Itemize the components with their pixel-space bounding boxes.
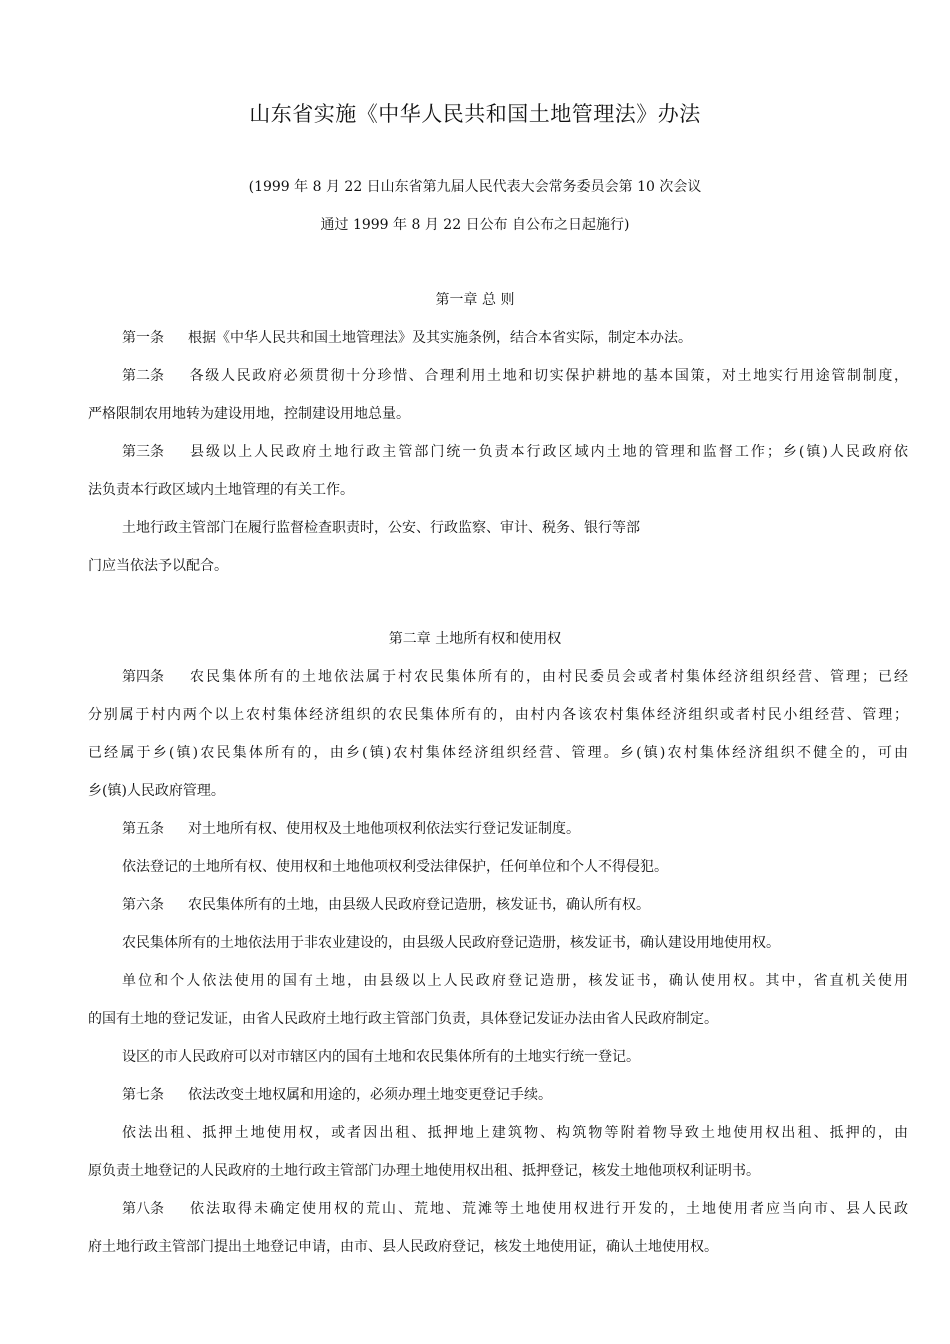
article-6-paragraph4: 设区的市人民政府可以对市辖区内的国有土地和农民集体所有的土地实行统一登记。: [122, 1049, 640, 1065]
article-3-paragraph2-line2: 门应当依法予以配合。: [88, 558, 228, 574]
article-8-line1: [122, 1198, 908, 1220]
article-2-text: 各级人民政府必须贯彻十分珍惜、合理利用土地和切实保护耕地的基本国策，对土地实行用途管制制度，: [188, 368, 908, 384]
article-8-line2: 府土地行政主管部门提出土地登记申请，由市、县人民政府登记，核发土地使用证，确认土地使用权。: [88, 1239, 718, 1255]
article-5-paragraph2: 依法登记的土地所有权、使用权和土地他项权利受法律保护，任何单位和个人不得侵犯。: [122, 859, 668, 875]
article-4-line4: 乡(镇)人民政府管理。: [88, 783, 225, 799]
article-7-paragraph2-line1: 依法出租、抵押土地使用权，或者因出租、抵押地上建筑物、构筑物等附着物导致土地使用权出租、抵押的，由: [122, 1125, 908, 1141]
article-4-line3: 已经属于乡(镇)农民集体所有的，由乡(镇)农村集体经济组织经营、管理。乡(镇)农村集体经济组织不健全的，可由: [88, 745, 908, 761]
article-3-label: 第三条: [122, 444, 164, 460]
article-4-line1: [122, 666, 908, 688]
article-5-text: 对土地所有权、使用权及土地他项权利依法实行登记发证制度。: [188, 821, 580, 837]
article-3-paragraph2-line1: 土地行政主管部门在履行监督检查职责时，公安、行政监察、审计、税务、银行等部: [122, 520, 640, 536]
article-6-paragraph3-line2: 的国有土地的登记发证，由省人民政府土地行政主管部门负责，具体登记发证办法由省人民政府制定。: [88, 1011, 718, 1027]
article-2-line1: [122, 365, 908, 387]
article-4-line2: 分别属于村内两个以上农村集体经济组织的农民集体所有的，由村内各该农村集体经济组织或者村民小组经营、管理；: [88, 707, 908, 723]
article-8-text: 依法取得未确定使用权的荒山、荒地、荒滩等土地使用权进行开发的，土地使用者应当向市、县人民政: [188, 1201, 908, 1217]
article-7: [122, 1084, 552, 1106]
chapter-1-heading: 第一章 总 则: [435, 292, 515, 308]
article-7-label: 第七条: [122, 1087, 164, 1103]
article-2-label: 第二条: [122, 368, 164, 384]
article-6-paragraph3-line1: 单位和个人依法使用的国有土地，由县级以上人民政府登记造册，核发证书，确认使用权。其中，省直机关使用: [122, 973, 908, 989]
article-1-label: 第一条: [122, 330, 164, 346]
article-7-paragraph2-line2: 原负责土地登记的人民政府的土地行政主管部门办理土地使用权出租、抵押登记，核发土地他项权利证明书。: [88, 1163, 760, 1179]
article-6-paragraph2: 农民集体所有的土地依法用于非农业建设的，由县级人民政府登记造册，核发证书，确认建设用地使用权。: [122, 935, 780, 951]
article-1: [122, 327, 692, 349]
chapter-2-heading: 第二章 土地所有权和使用权: [388, 631, 562, 647]
article-2-line2: 严格限制农用地转为建设用地，控制建设用地总量。: [88, 406, 410, 422]
article-6-text: 农民集体所有的土地，由县级人民政府登记造册，核发证书，确认所有权。: [188, 897, 650, 913]
article-3-line2: 法负责本行政区域内土地管理的有关工作。: [88, 482, 354, 498]
article-3-line1: [122, 441, 908, 463]
article-7-text: 依法改变土地权属和用途的，必须办理土地变更登记手续。: [188, 1087, 552, 1103]
article-4-text: 农民集体所有的土地依法属于村农民集体所有的，由村民委员会或者村集体经济组织经营、管理；已经: [188, 669, 908, 685]
document-title: 山东省实施《中华人民共和国土地管理法》办法: [249, 102, 701, 126]
document-subtitle-line1: (1999 年 8 月 22 日山东省第九届人民代表大会常务委员会第 10 次会议: [248, 179, 702, 195]
article-5-label: 第五条: [122, 821, 164, 837]
article-5: [122, 818, 580, 840]
document-subtitle-line2: 通过 1999 年 8 月 22 日公布 自公布之日起施行): [320, 217, 630, 233]
article-6-label: 第六条: [122, 897, 164, 913]
article-3-text: 县级以上人民政府土地行政主管部门统一负责本行政区域内土地的管理和监督工作；乡(镇)人民政府依: [188, 444, 908, 460]
article-4-label: 第四条: [122, 669, 164, 685]
article-8-label: 第八条: [122, 1201, 164, 1217]
article-6: [122, 894, 650, 916]
article-1-text: 根据《中华人民共和国土地管理法》及其实施条例，结合本省实际，制定本办法。: [188, 330, 692, 346]
